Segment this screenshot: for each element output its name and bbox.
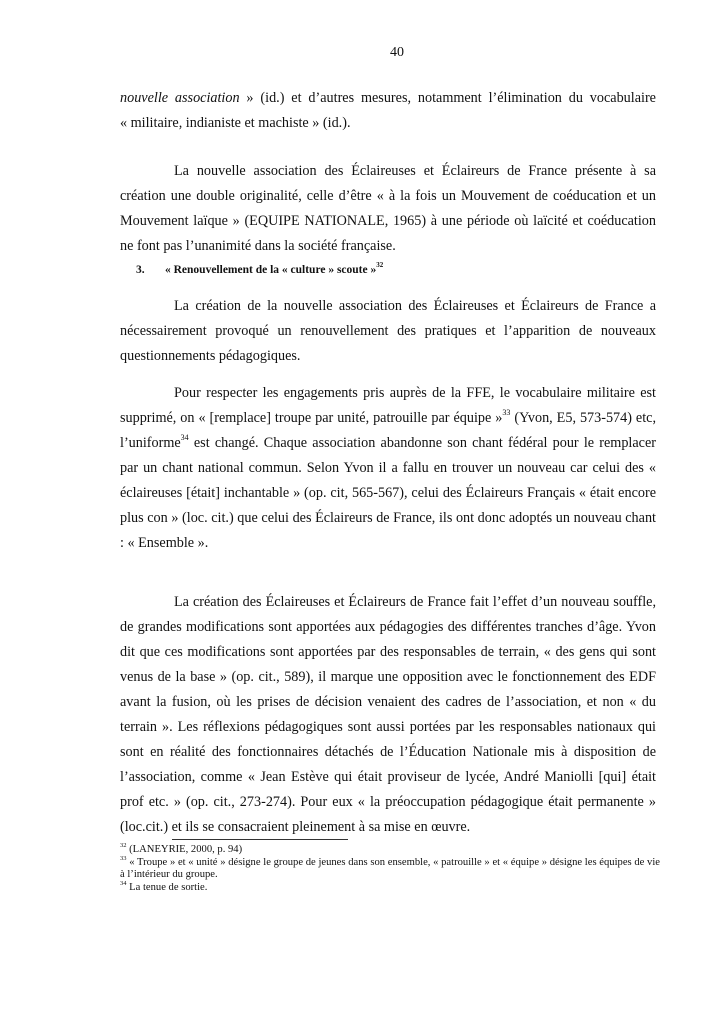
footnote-number: 34: [120, 879, 127, 887]
paragraph-text: La création de la nouvelle association des Éclaireuses et Éclaireurs de France a nécessairement provoqué un renouvellement des pratiques et l’apparition de nouveaux questionnements pédagogiques.: [120, 298, 656, 364]
paragraph-vocabulary: [120, 381, 656, 556]
footnote-text: (LANEYRIE, 2000, p. 94): [126, 844, 243, 855]
paragraph-text: est changé. Chaque association abandonne son chant fédéral pour le remplacer par un chant national commun. Selon Yvon il a fallu en trouver un nouveau car celui des « éclaireuses [était] inchantable » (op. cit, 565-567), celui des Éclaireurs Français « était encore plus con » (loc. cit.) que celui des Éclaireurs de France, ils ont donc adoptés un nouveau chant : « Ensemble ».: [120, 435, 656, 551]
footnote-ref: 33: [502, 408, 511, 418]
paragraph-new-breath: [120, 590, 656, 840]
footnotes: [120, 844, 660, 894]
paragraph-text: » (id.) et d’autres mesures, notamment l’élimination du vocabulaire: [239, 90, 656, 106]
footnote-34: [120, 879, 660, 895]
italic-phrase: nouvelle association: [120, 90, 240, 106]
footnote-32: [120, 844, 660, 857]
paragraph-text: La nouvelle association des Éclaireuses et Éclaireurs de France présente à sa création une double originalité, celle d’être « à la fois un Mouvement de coéducation et un Mouvement laïque » (EQUIPE NATIONALE, 1965) à une période où laïcité et coéducation ne font pas l’unanimité dans la société française.: [120, 163, 656, 254]
footnote-separator: [172, 839, 348, 840]
paragraph-coeducation: [120, 159, 656, 259]
section-number: 3.: [136, 264, 145, 276]
paragraph-renewal: [120, 294, 656, 369]
paragraph-text: La création des Éclaireuses et Éclaireurs de France fait l’effet d’un nouveau souffle, de grandes modifications sont apportées aux pédagogies des différentes tranches d’âge. Yvon dit que ces modifications sont apportées par des responsables de terrain, « des gens qui sont venus de la base » (op. cit., 589), il marque une opposition avec le fonctionnement des EDF avant la fusion, où les prises de décision venaient des cadres de l’association, et non « du terrain ». Les réflexions pédagogiques sont aussi portées par les responsables nationaux qui sont en réalité des fonctionnaires détachés de l’Éducation Nationale mis à disposition de l’association, comme « Jean Estève qui était proviseur de lycée, André Maniolli [qui] était prof etc. » (op. cit., 273-274). Pour eux « la préoccupation pédagogique était permanente » (loc.cit.) et ils se consacraient pleinement à sa mise en œuvre.: [120, 594, 656, 835]
paragraph-text: Pour respecter les engagements pris auprès de la FFE, le vocabulaire militaire est supprimé, on « [remplace] troupe par unité, patrouille par équipe »: [120, 385, 656, 426]
paragraph-continuation: [120, 86, 656, 136]
footnote-33: [120, 854, 660, 882]
page-number: 40: [390, 45, 404, 60]
section-title: « Renouvellement de la « culture » scoute »: [165, 264, 377, 276]
footnote-number: 33: [120, 854, 127, 862]
paragraph-text: (Yvon, E5, 573-574) etc, l’uniforme: [120, 410, 657, 451]
section-heading: [136, 261, 384, 276]
footnote-ref: 34: [180, 433, 189, 443]
paragraph-text: « militaire, indianiste et machiste » (id.).: [120, 115, 351, 131]
footnote-ref: 32: [376, 261, 384, 270]
footnote-text: « Troupe » et « unité » désigne le groupe de jeunes dans son ensemble, « patrouille » et « équipe » désigne les équipes de vie à l’intérieur du groupe.: [120, 856, 660, 880]
footnote-number: 32: [120, 842, 127, 850]
footnote-text: La tenue de sortie.: [126, 881, 208, 893]
